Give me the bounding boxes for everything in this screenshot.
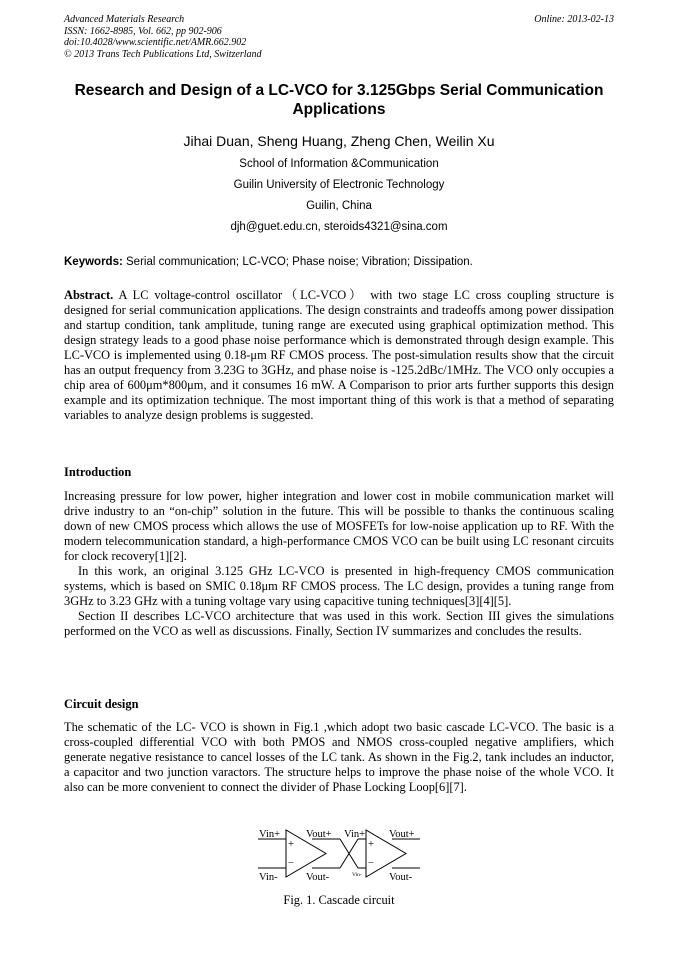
cascade-circuit-figure: [256, 825, 422, 883]
title-line-1: Research and Design of a LC-VCO for 3.125Gbps Serial Communication: [74, 82, 604, 99]
author-list: Jihai Duan, Sheng Huang, Zheng Chen, Weilin Xu: [183, 133, 495, 149]
vin-plus-label-1: Vin+: [259, 829, 281, 840]
school: School of Information &Communication: [239, 158, 439, 170]
city: Guilin, China: [306, 200, 372, 212]
journal-name: Advanced Materials Research: [64, 14, 185, 25]
vout-plus-label-2: Vout+: [389, 829, 415, 840]
figure-caption: Fig. 1. Cascade circuit: [283, 893, 395, 907]
issn: ISSN: 1662-8985, Vol. 662, pp 902-906: [64, 25, 222, 37]
circuit-design-body: [64, 720, 614, 795]
email[interactable]: djh@guet.edu.cn, steroids4321@sina.com: [230, 221, 448, 233]
keywords-text: Serial communication; LC-VCO; Phase noise; Vibration; Dissipation.: [126, 256, 473, 268]
intro-paragraph-1: Increasing pressure for low power, higher integration and lower cost in mobile communication market will drive industry to an “on-chip” solution in the future. This will be possible to thanks the continuous scaling down of new CMOS process which allows the use of MOSFETs for low-noise application up to RF. With the modern telecommunication standard, a high-performance CMOS VCO can be built using LC resonant circuits for clock recovery[1][2].: [64, 489, 614, 563]
keywords: [64, 255, 614, 269]
copyright: © 2013 Trans Tech Publications Ltd, Switzerland: [64, 48, 262, 60]
intro-paragraph-3: Section II describes LC-VCO architecture that was used in this work. Section III gives the simulations performed on the VCO as well as discussions. Finally, Section IV summarizes and concludes the results.: [64, 609, 614, 638]
introduction-heading: Introduction: [64, 465, 132, 479]
minus-sign-1: −: [288, 858, 294, 869]
journal-header: [64, 14, 262, 60]
doi: doi:10.4028/www.scientific.net/AMR.662.902: [64, 37, 247, 48]
plus-sign-2: +: [368, 839, 374, 850]
abstract: [64, 288, 614, 423]
minus-sign-2: −: [368, 858, 374, 869]
abstract-text: A LC voltage-control oscillator（LC-VCO） with two stage LC cross coupling structure is designed for serial communication applications. The design constraints and tradeoffs among power dissipation and startup condition, tank amplitude, tuning range are executed using graphical optimization method. This design strategy leads to a good phase noise performance which is demonstrated through design example. This LC-VCO is implemented using 0.18-μm RF CMOS process. The post-simulation results show that the circuit has an output frequency from 3.23G to 3GHz, and phase noise is -125.2dBc/1MHz. The VCO only occupies a chip area of 600μm*800μm, and it consumes 16 mW. A Comparison to prior arts further supports this design example and its optimization technique. The most important thing of this work is that a method of separating variables to analyze design problems is suggested.: [64, 288, 614, 422]
intro-paragraph-2: In this work, an original 3.125 GHz LC-VCO is presented in high-frequency CMOS communication systems, which is based on SMIC 0.18μm RF CMOS process. The LC design, provides a tuning range from 3GHz to 3.23 GHz with a tuning voltage vary using capacitive tuning techniques[3][4][5].: [64, 564, 614, 608]
vout-plus-label-1: Vout+: [306, 829, 332, 840]
online-date: Online: 2013-02-13: [534, 14, 614, 25]
cascade-circuit-diagram: [256, 825, 422, 883]
abstract-label: Abstract.: [64, 288, 114, 302]
paper-title: [64, 81, 614, 119]
introduction-body: [64, 489, 614, 639]
circuit-paragraph-1: The schematic of the LC- VCO is shown in Fig.1 ,which adopt two basic cascade LC-VCO. The basic is a cross-coupled differential VCO with both PMOS and NMOS cross-coupled negative amplifiers, which generate negative resistance to cancel losses of the LC tank. As shown in the Fig.2, tank includes an inductor, a capacitor and two junction varactors. The structure helps to improve the phase noise of the whole VCO. It also can be more convenient to connect the divider of Phase Locking Loop[6][7].: [64, 720, 614, 794]
vin-plus-label-2: Vin+: [344, 829, 366, 840]
vout-minus-label-2: Vout-: [389, 872, 413, 883]
keywords-label: Keywords:: [64, 256, 123, 268]
plus-sign-1: +: [288, 839, 294, 850]
title-line-2: Applications: [292, 101, 386, 118]
circuit-design-heading: Circuit design: [64, 697, 139, 711]
university: Guilin University of Electronic Technology: [233, 179, 445, 191]
vout-minus-label-1: Vout-: [306, 872, 330, 883]
vin-minus-label-1: Vin-: [259, 872, 278, 883]
vin-minus-label-2: Vin-: [352, 872, 362, 878]
